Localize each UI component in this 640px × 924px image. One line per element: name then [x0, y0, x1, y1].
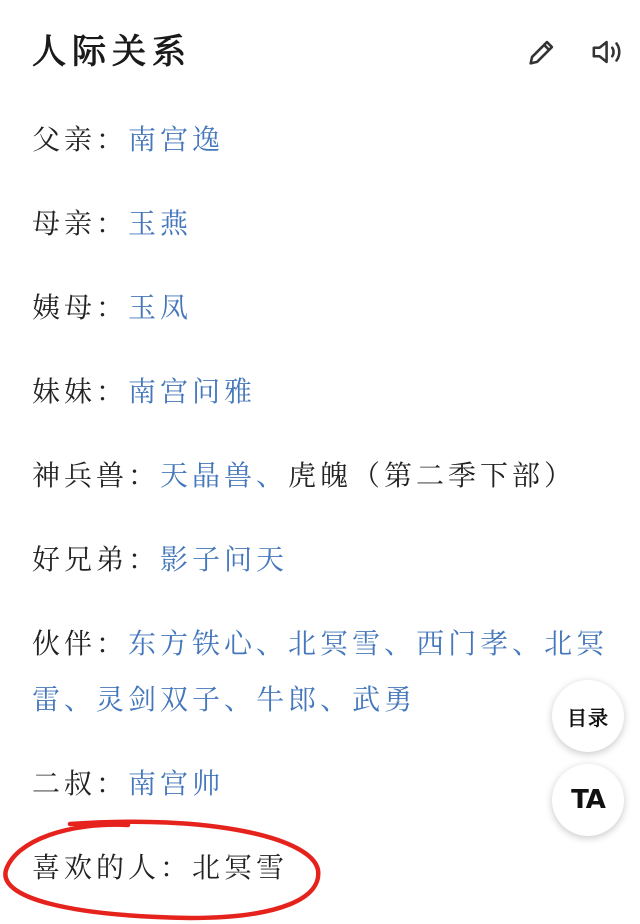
character-name: 北冥雪: [192, 851, 289, 884]
character-name: 虎魄（第二季下部）: [288, 459, 577, 492]
toc-button[interactable]: 目录: [552, 680, 624, 752]
character-link[interactable]: 南宫帅: [128, 767, 225, 800]
relation-row-beast: [32, 448, 632, 504]
character-link[interactable]: 南宫逸: [128, 123, 225, 156]
character-link[interactable]: 玉凤: [128, 291, 193, 324]
relationship-list: [32, 112, 632, 896]
pencil-icon: [525, 35, 559, 69]
read-aloud-button[interactable]: [586, 30, 630, 74]
relation-label: 姨母：: [32, 291, 129, 324]
separator: 、: [512, 627, 545, 660]
character-link[interactable]: 天晶兽: [160, 459, 257, 492]
relation-row-brother: [32, 532, 632, 588]
relation-label: 喜欢的人：: [32, 851, 193, 884]
character-link[interactable]: 牛郎: [256, 683, 321, 716]
relation-label: 父亲：: [32, 123, 129, 156]
header: [0, 0, 640, 100]
separator: 、: [320, 683, 353, 716]
character-link[interactable]: 南宫问雅: [128, 375, 257, 408]
separator: 、: [256, 627, 289, 660]
relation-label: 母亲：: [32, 207, 129, 240]
relation-label: 妹妹：: [32, 375, 129, 408]
separator: 、: [256, 459, 289, 492]
character-link[interactable]: 武勇: [352, 683, 417, 716]
relation-label: 伙伴：: [32, 627, 129, 660]
character-link[interactable]: 北冥雪: [288, 627, 385, 660]
character-link[interactable]: 灵剑双子: [96, 683, 225, 716]
separator: 、: [64, 683, 97, 716]
relation-label: 二叔：: [32, 767, 129, 800]
character-link[interactable]: 北冥雷: [32, 627, 609, 716]
relation-row-mother: [32, 196, 632, 252]
speaker-icon: [589, 35, 627, 69]
edit-button[interactable]: [520, 30, 564, 74]
character-link[interactable]: 影子问天: [160, 543, 289, 576]
relation-row-partners: [32, 616, 632, 728]
relation-row-uncle: [32, 756, 632, 812]
ta-button[interactable]: TA: [552, 764, 624, 836]
relation-label: 神兵兽：: [32, 459, 161, 492]
character-link[interactable]: 东方铁心: [128, 627, 257, 660]
relation-row-aunt: [32, 280, 632, 336]
relation-row-sister: [32, 364, 632, 420]
relation-row-lover: [32, 840, 632, 896]
relation-label: 好兄弟：: [32, 543, 161, 576]
separator: 、: [224, 683, 257, 716]
relation-row-father: [32, 112, 632, 168]
character-link[interactable]: 西门孝: [416, 627, 513, 660]
page-title: 人际关系: [32, 32, 192, 72]
character-link[interactable]: 玉燕: [128, 207, 193, 240]
separator: 、: [384, 627, 417, 660]
